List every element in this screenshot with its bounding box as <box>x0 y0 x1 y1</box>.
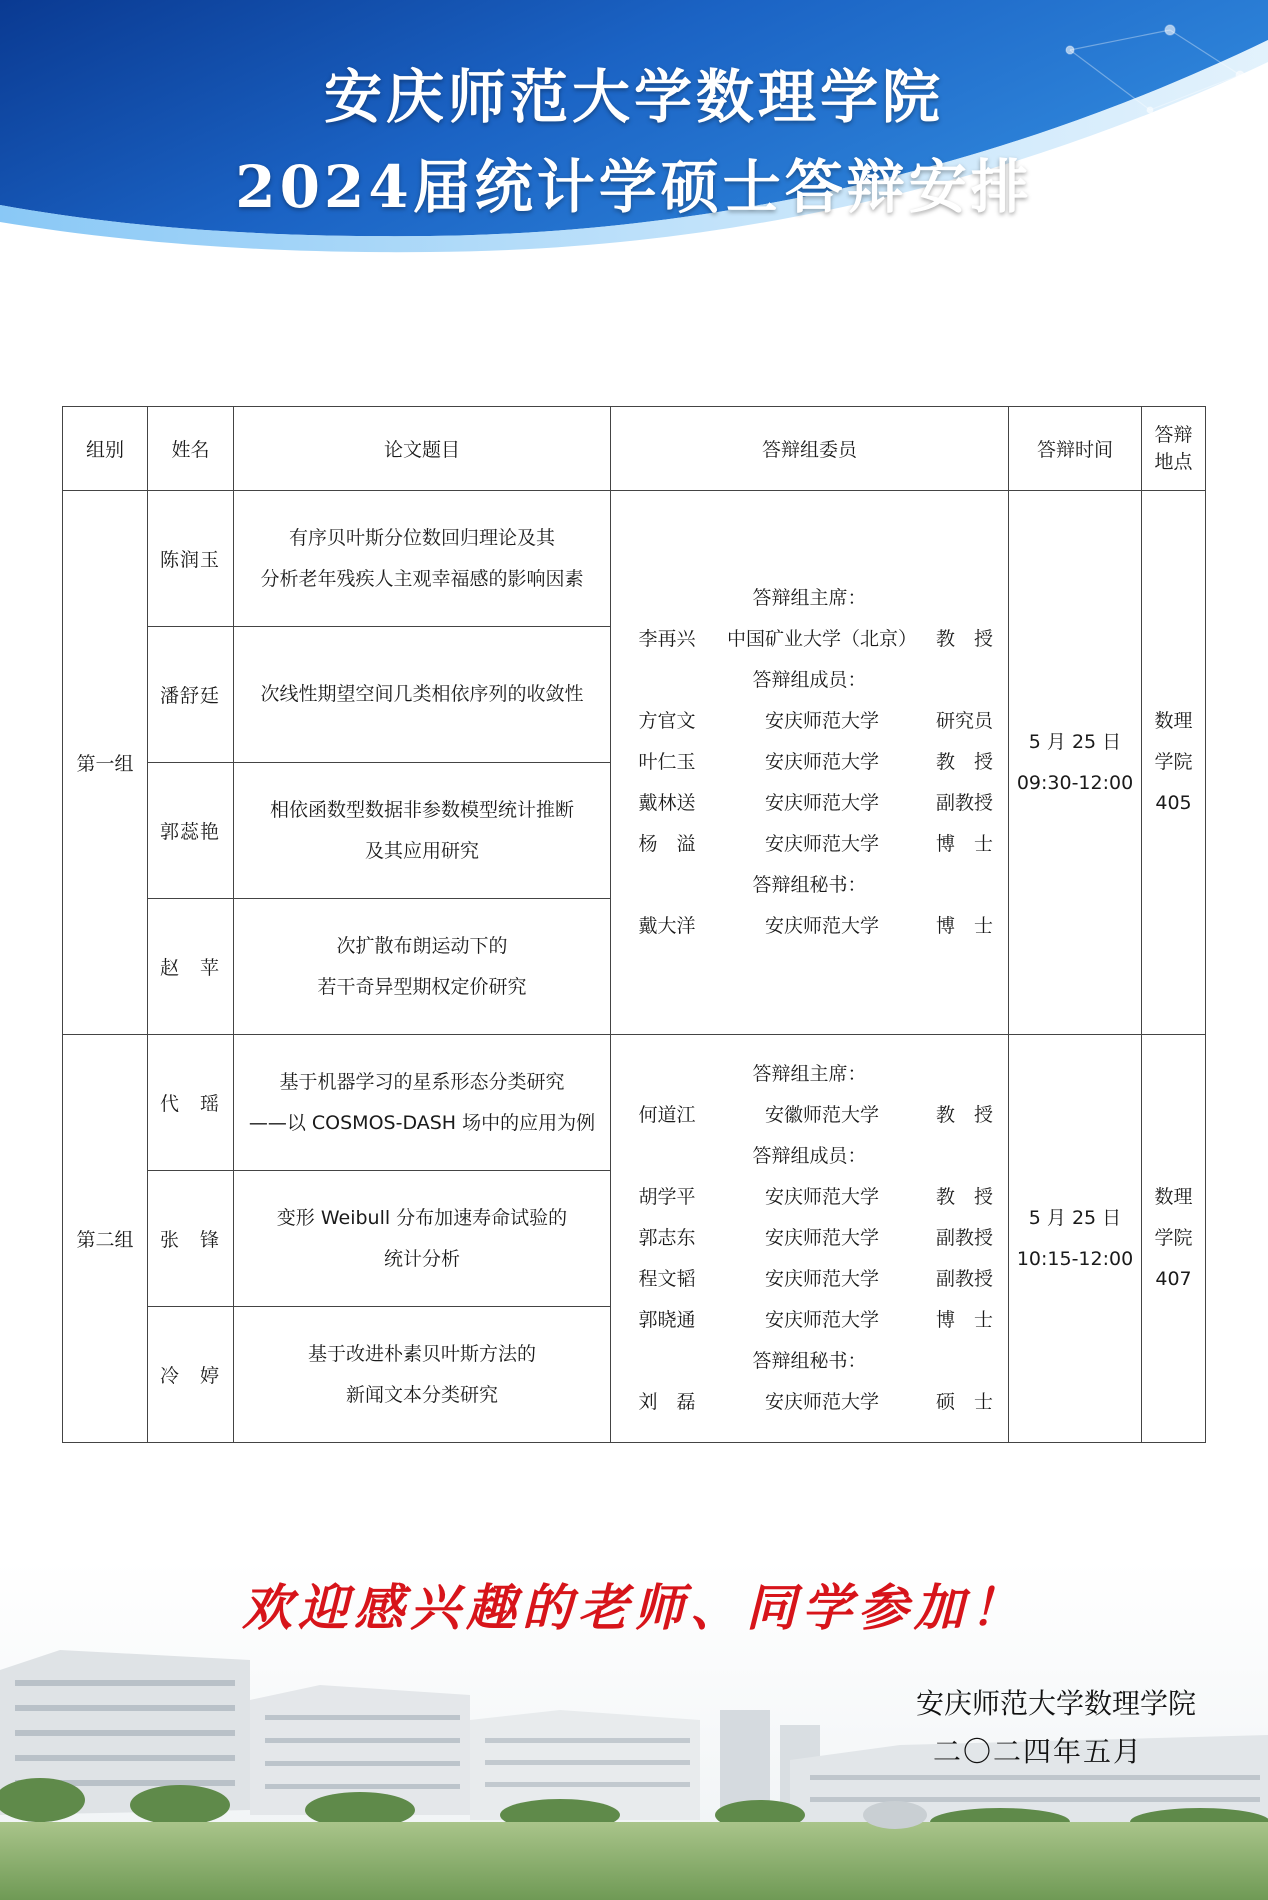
defense-time <box>1009 1035 1142 1443</box>
member-name: 郭晓通 <box>638 1309 696 1331</box>
committee-list <box>611 491 1009 1035</box>
member-name: 何道江 <box>638 1104 696 1126</box>
member-institution: 中国矿业大学（北京） <box>726 628 917 650</box>
committee-member <box>611 1382 1008 1423</box>
table-row <box>63 491 1206 627</box>
committee-member <box>611 824 1008 865</box>
committee-role-heading: 答辩组秘书： <box>752 1350 867 1372</box>
member-name: 刘 磊 <box>638 1391 696 1413</box>
defense-place-line: 数理 <box>1154 710 1193 732</box>
member-institution: 安庆师范大学 <box>764 1227 879 1249</box>
member-name: 方官文 <box>638 710 696 732</box>
member-institution: 安庆师范大学 <box>764 792 879 814</box>
committee-role-heading: 答辩组成员： <box>752 669 867 691</box>
defense-place <box>1142 491 1206 1035</box>
committee-role-heading: 答辩组主席： <box>752 587 867 609</box>
committee-role-heading: 答辩组主席： <box>752 1063 867 1085</box>
committee-member <box>611 783 1008 824</box>
member-institution: 安徽师范大学 <box>764 1104 879 1126</box>
defense-place-line: 407 <box>1155 1268 1192 1290</box>
member-institution: 安庆师范大学 <box>764 1391 879 1413</box>
defense-time <box>1009 491 1142 1035</box>
page-title-line1: 安庆师范大学数理学院 <box>323 63 944 131</box>
member-title: 副教授 <box>935 1268 993 1290</box>
thesis-topic <box>234 899 611 1035</box>
page-title-line2: 2024届统计学硕士答辩安排 <box>235 153 1033 221</box>
member-title: 教 授 <box>935 1186 993 1208</box>
defense-date: 5 月 25 日 <box>1028 730 1122 753</box>
member-title: 博 士 <box>935 1309 993 1331</box>
table-header-row <box>63 407 1206 491</box>
header-banner <box>0 0 1268 270</box>
committee-member <box>611 1300 1008 1341</box>
defense-place-line: 数理 <box>1154 1186 1193 1208</box>
column-header-time: 答辩时间 <box>1009 407 1142 491</box>
thesis-topic <box>234 1171 611 1307</box>
group-label: 第一组 <box>63 491 148 1035</box>
thesis-topic-line: ——以 COSMOS-DASH 场中的应用为例 <box>248 1111 596 1134</box>
committee-member <box>611 701 1008 742</box>
member-institution: 安庆师范大学 <box>764 833 879 855</box>
member-institution: 安庆师范大学 <box>764 1186 879 1208</box>
thesis-topic <box>234 627 611 763</box>
student-name: 张 锋 <box>148 1171 234 1307</box>
member-name: 程文韬 <box>638 1268 696 1290</box>
student-name: 代 瑶 <box>148 1035 234 1171</box>
member-institution: 安庆师范大学 <box>764 710 879 732</box>
group-label: 第二组 <box>63 1035 148 1443</box>
thesis-topic-line: 基于机器学习的星系形态分类研究 <box>279 1070 565 1093</box>
student-name: 陈润玉 <box>148 491 234 627</box>
thesis-topic-line: 次线性期望空间几类相依序列的收敛性 <box>260 683 584 705</box>
defense-place-line: 学院 <box>1154 751 1193 773</box>
committee-member <box>611 906 1008 947</box>
table-body <box>63 491 1206 1443</box>
organization-name: 安庆师范大学数理学院 <box>915 1687 1196 1720</box>
member-name: 叶仁玉 <box>638 751 696 773</box>
committee-role-heading: 答辩组秘书： <box>752 874 867 896</box>
thesis-topic <box>234 491 611 627</box>
committee-member <box>611 1177 1008 1218</box>
defense-place <box>1142 1035 1206 1443</box>
member-title: 博 士 <box>935 833 993 855</box>
committee-member <box>611 1259 1008 1300</box>
defense-date: 5 月 25 日 <box>1028 1206 1122 1229</box>
member-institution: 安庆师范大学 <box>764 751 879 773</box>
member-name: 李再兴 <box>638 628 696 650</box>
member-name: 戴林送 <box>638 792 696 814</box>
thesis-topic-line: 若干奇异型期权定价研究 <box>317 975 527 998</box>
table-row <box>63 1035 1206 1171</box>
member-name: 胡学平 <box>638 1186 696 1208</box>
student-name: 冷 婷 <box>148 1307 234 1443</box>
defense-time-range: 10:15-12:00 <box>1016 1247 1134 1270</box>
committee-member <box>611 1095 1008 1136</box>
member-name: 杨 溢 <box>638 833 696 855</box>
thesis-topic <box>234 763 611 899</box>
member-title: 博 士 <box>935 915 993 937</box>
thesis-topic-line: 相依函数型数据非参数模型统计推断 <box>269 798 574 821</box>
member-title: 研究员 <box>935 710 993 732</box>
student-name: 赵 苹 <box>148 899 234 1035</box>
defense-place-line: 405 <box>1155 792 1192 814</box>
member-name: 郭志东 <box>638 1227 696 1249</box>
thesis-topic-line: 变形 Weibull 分布加速寿命试验的 <box>276 1206 568 1229</box>
member-title: 硕 士 <box>935 1391 993 1413</box>
thesis-topic <box>234 1307 611 1443</box>
committee-member <box>611 619 1008 660</box>
thesis-topic-line: 次扩散布朗运动下的 <box>336 934 508 957</box>
column-header-place-line2: 地点 <box>1154 450 1193 473</box>
student-name: 潘舒廷 <box>148 627 234 763</box>
thesis-topic-line: 分析老年残疾人主观幸福感的影响因素 <box>260 567 584 590</box>
committee-member <box>611 742 1008 783</box>
column-header-topic: 论文题目 <box>234 407 611 491</box>
thesis-topic-line: 及其应用研究 <box>364 839 479 862</box>
thesis-topic-line: 基于改进朴素贝叶斯方法的 <box>307 1342 536 1365</box>
student-name: 郭蕊艳 <box>148 763 234 899</box>
column-header-place <box>1142 407 1206 491</box>
member-institution: 安庆师范大学 <box>764 1309 879 1331</box>
member-title: 副教授 <box>935 1227 993 1249</box>
defense-time-range: 09:30-12:00 <box>1016 771 1134 794</box>
publish-date: 二〇二四年五月 <box>932 1735 1143 1768</box>
column-header-group: 组别 <box>63 407 148 491</box>
welcome-slogan: 欢迎感兴趣的老师、同学参加！ <box>242 1578 1026 1637</box>
member-title: 教 授 <box>935 628 993 650</box>
column-header-place-line1: 答辩 <box>1154 423 1193 446</box>
committee-role-heading: 答辩组成员： <box>752 1145 867 1167</box>
member-title: 教 授 <box>935 751 993 773</box>
member-title: 教 授 <box>935 1104 993 1126</box>
member-institution: 安庆师范大学 <box>764 915 879 937</box>
committee-list <box>611 1035 1009 1443</box>
member-name: 戴大洋 <box>638 915 696 937</box>
thesis-topic-line: 新闻文本分类研究 <box>345 1383 498 1406</box>
thesis-topic <box>234 1035 611 1171</box>
member-institution: 安庆师范大学 <box>764 1268 879 1290</box>
defense-place-line: 学院 <box>1154 1227 1193 1249</box>
thesis-topic-line: 有序贝叶斯分位数回归理论及其 <box>288 526 555 549</box>
member-title: 副教授 <box>935 792 993 814</box>
column-header-name: 姓名 <box>148 407 234 491</box>
thesis-topic-line: 统计分析 <box>383 1247 460 1270</box>
column-header-committee: 答辩组委员 <box>611 407 1009 491</box>
banner-background <box>0 0 1268 270</box>
committee-member <box>611 1218 1008 1259</box>
defense-schedule-table <box>62 406 1206 1443</box>
